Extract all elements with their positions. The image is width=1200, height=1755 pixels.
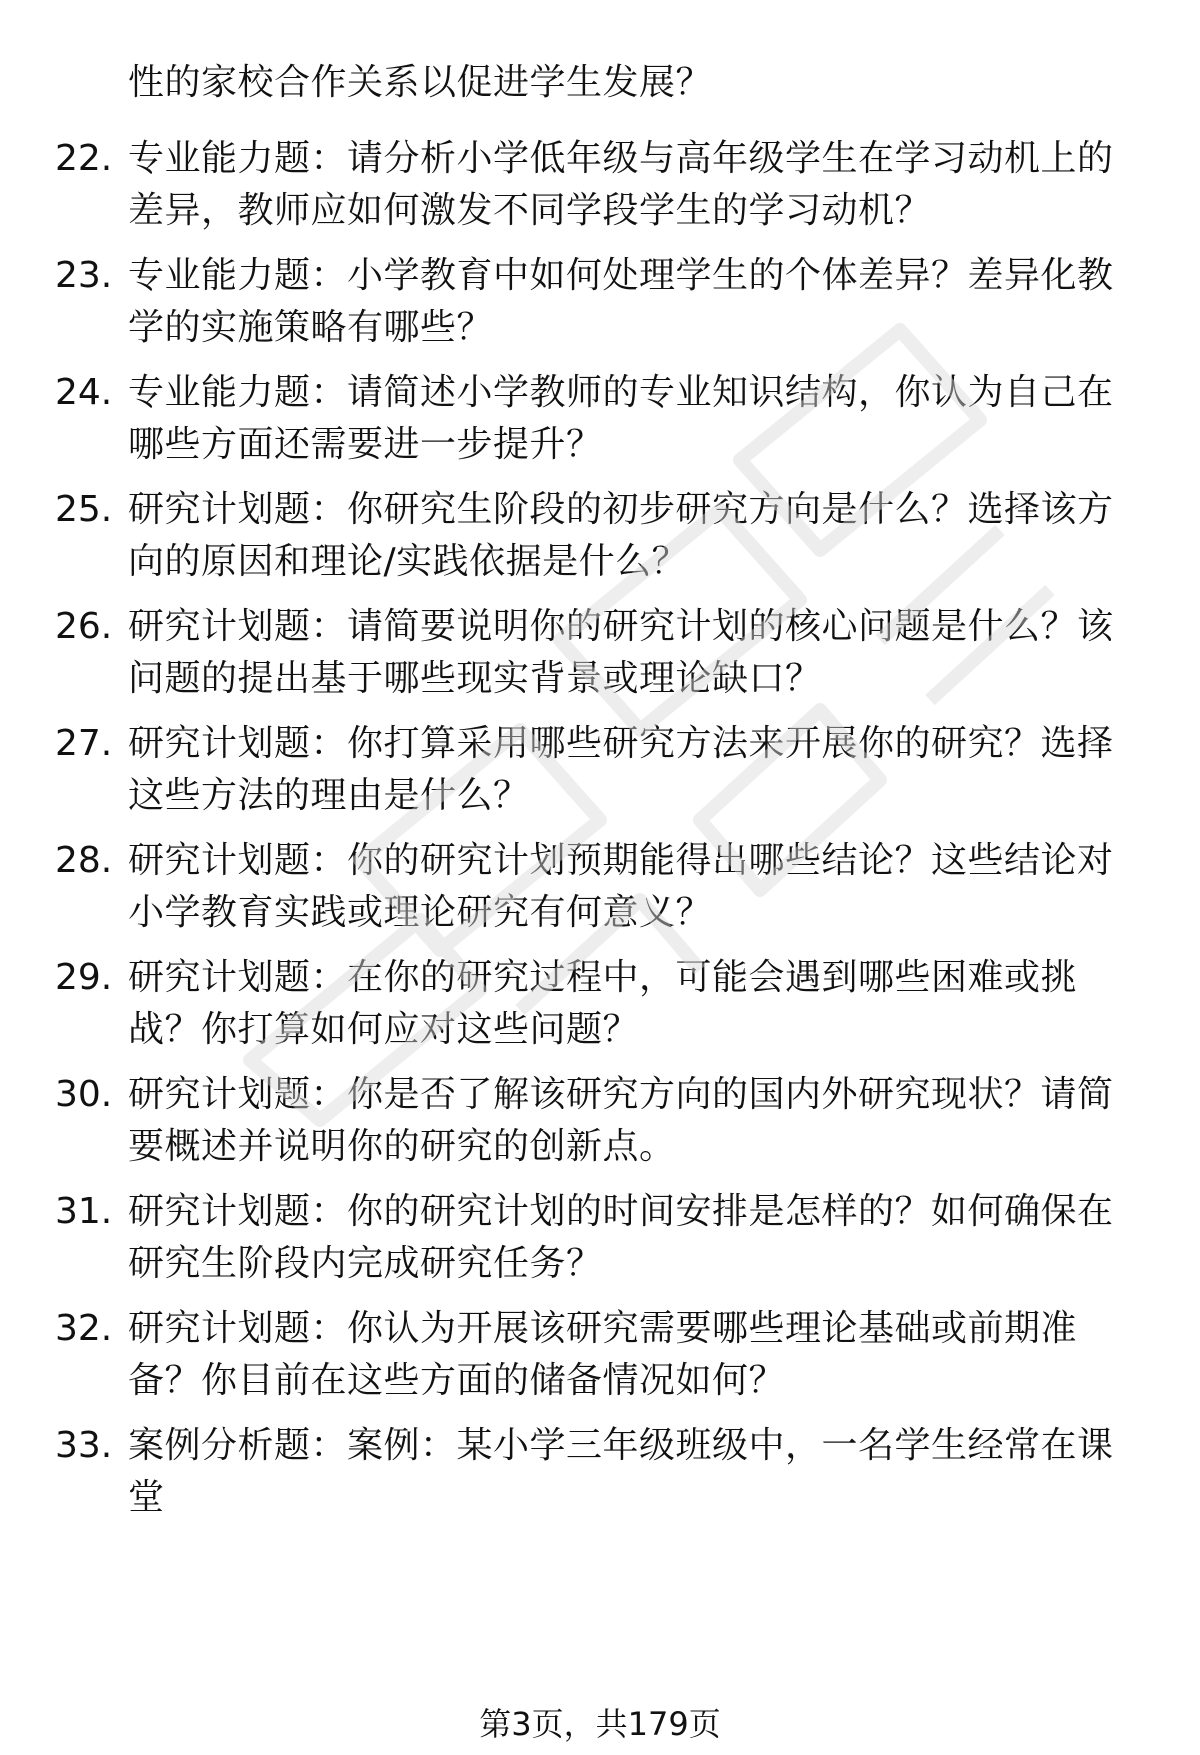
question-number: 30.	[55, 1074, 113, 1115]
question-number: 24.	[55, 372, 113, 413]
question-number: 32.	[55, 1308, 113, 1349]
question-number: 26.	[55, 606, 113, 647]
question-text: 研究计划题：你打算采用哪些研究方法来开展你的研究？选择这些方法的理由是什么？	[128, 723, 1114, 816]
question-number: 33.	[55, 1425, 113, 1466]
question-number: 31.	[55, 1191, 113, 1232]
question-text: 专业能力题：请分析小学低年级与高年级学生在学习动机上的差异，教师应如何激发不同学段学生的学习动机？	[128, 138, 1114, 231]
question-text: 研究计划题：你是否了解该研究方向的国内外研究现状？请简要概述并说明你的研究的创新点。	[128, 1074, 1114, 1167]
question-text: 研究计划题：你的研究计划预期能得出哪些结论？这些结论对小学教育实践或理论研究有何意义？	[128, 840, 1114, 933]
question-text: 案例分析题：案例：某小学三年级班级中，一名学生经常在课堂	[128, 1425, 1114, 1518]
question-text: 研究计划题：请简要说明你的研究计划的核心问题是什么？该问题的提出基于哪些现实背景或理论缺口？	[128, 606, 1114, 699]
question-text: 专业能力题：小学教育中如何处理学生的个体差异？差异化教学的实施策略有哪些？	[128, 255, 1114, 348]
question-text: 研究计划题：在你的研究过程中，可能会遇到哪些困难或挑战？你打算如何应对这些问题？	[128, 957, 1078, 1050]
page-number-footer: 第3页，共179页	[479, 1705, 721, 1743]
continuation-text: 性的家校合作关系以促进学生发展？	[128, 62, 713, 103]
question-number: 27.	[55, 723, 113, 764]
question-number: 29.	[55, 957, 113, 998]
question-number: 28.	[55, 840, 113, 881]
question-number: 23.	[55, 255, 113, 296]
question-text: 研究计划题：你认为开展该研究需要哪些理论基础或前期准备？你目前在这些方面的储备情况如何？	[128, 1308, 1078, 1401]
question-number: 25.	[55, 489, 113, 530]
question-text: 研究计划题：你研究生阶段的初步研究方向是什么？选择该方向的原因和理论/实践依据是什么？	[128, 489, 1114, 582]
question-text: 专业能力题：请简述小学教师的专业知识结构，你认为自己在哪些方面还需要进一步提升？	[128, 372, 1114, 465]
question-text: 研究计划题：你的研究计划的时间安排是怎样的？如何确保在研究生阶段内完成研究任务？	[128, 1191, 1114, 1284]
question-number: 22.	[55, 138, 113, 179]
